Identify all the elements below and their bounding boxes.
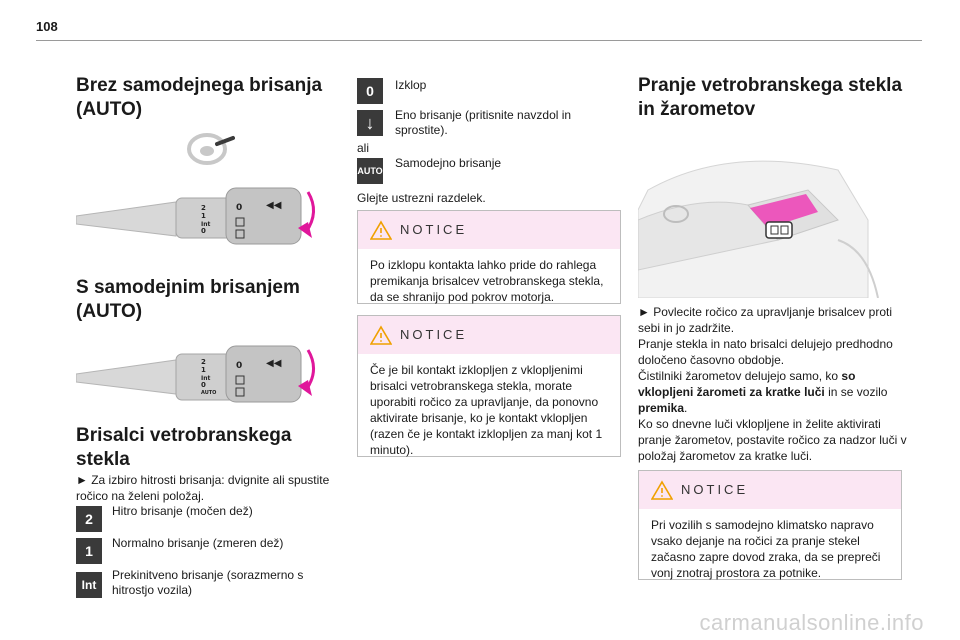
mode-icon-int: Int (76, 572, 102, 598)
see-section-text: Glejte ustrezni razdelek. (357, 191, 486, 205)
instruction-daytime-lights: Ko so dnevne luči vklopljene in želite aktivirati pranje žarometov, postavite ročico za nadzor luči v položaj žarometov za kratke luči. (638, 417, 907, 463)
mode-icon-1: 1 (76, 538, 102, 564)
heading-with-auto: S samodejnim brisanjem (AUTO) (76, 277, 300, 322)
instruction-headlamp-wash: Čistilniki žarometov delujejo samo, ko so vklopljeni žarometi za kratke luči in se vozilo premika. (638, 369, 888, 415)
notice-box-1 (357, 210, 621, 304)
auto-icon: AUTO (357, 158, 383, 184)
notice-text: Po izklopu kontakta lahko pride do rahlega premikanja brisalcev vetrobranskega stekla, da se shranijo pod pokrov motorja. (370, 258, 604, 304)
svg-text:2: 2 (201, 358, 206, 366)
wiper-stalk-illustration (76, 178, 326, 258)
notice-text: Če je bil kontakt izklopljen z vklopljenimi brisalci vetrobranskega stekla, morate uporabiti ročico za upravljanje, da ponovno aktivirate brisanje, ko je kontakt vklopljen (razen če je kontakt izklopljen za manj kot 1 minuto). (370, 363, 603, 457)
warning-icon (651, 480, 673, 500)
intro-text: ► Za izbiro hitrosti brisanja: dvignite ali spustite ročico na želeni položaj. (76, 473, 330, 503)
notice-text: Pri vozilih s samodejno klimatsko napravo vsako dejanje na ročici za pranje stekel začasno zapre dovod zraka, da se prepreči vonj znotraj prostora za potnike. (651, 518, 881, 580)
svg-text:Int: Int (201, 375, 211, 382)
notice-box-2 (357, 315, 621, 457)
notice-title: NOTICE (681, 482, 749, 497)
svg-text:◀◀: ◀◀ (266, 200, 282, 211)
mode-label-auto: Samodejno brisanje (395, 156, 502, 170)
mode-label-fast: Hitro brisanje (močen dež) (112, 504, 253, 518)
stalk-mark: 2 (201, 204, 206, 212)
svg-text:0: 0 (201, 381, 206, 389)
mode-icon-2: 2 (76, 506, 102, 532)
stalk-mark: Int (201, 221, 211, 228)
instruction-washing-period: Pranje stekla in nato brisalci delujejo predhodno določeno časovno obdobje. (638, 337, 893, 367)
or-text: ali (357, 141, 370, 155)
steering-wheel-icon (185, 130, 235, 166)
notice-box-3 (638, 470, 902, 580)
single-wipe-arrow-icon: ↓ (357, 110, 383, 136)
mode-label-intermittent: Prekinitveno brisanje (sorazmerno s hitrostjo vozila) (112, 568, 304, 597)
top-rule (36, 40, 922, 41)
mode-label-normal: Normalno brisanje (zmeren dež) (112, 536, 284, 550)
heading-wipers: Brisalci vetrobranskega stekla (76, 425, 292, 470)
svg-text:◀◀: ◀◀ (266, 358, 282, 369)
mode-label-single: Eno brisanje (pritisnite navzdol in sprostite). (395, 108, 572, 137)
mode-label-off: Izklop (395, 78, 427, 92)
instruction-pull-stalk: ► Povlecite ročico za upravljanje brisalcev proti sebi in jo zadržite. (638, 305, 892, 335)
stalk-mark: AUTO (201, 390, 217, 396)
wiper-stalk-auto-illustration (76, 336, 326, 416)
heading-washing: Pranje vetrobranskega stekla in žarometov (638, 75, 903, 120)
page-number: 108 (36, 19, 58, 34)
warning-icon (370, 220, 392, 240)
mode-icon-0: 0 (357, 78, 383, 104)
warning-icon (370, 325, 392, 345)
notice-title: NOTICE (400, 327, 468, 342)
stalk-mark: 1 (201, 212, 206, 220)
svg-text:0: 0 (236, 203, 243, 213)
watermark: carmanualsonline.info (699, 610, 924, 635)
stalk-mark: 0 (201, 227, 206, 235)
heading-no-auto: Brez samodejnega brisanja (AUTO) (76, 75, 323, 120)
svg-text:1: 1 (201, 366, 206, 374)
vehicle-front-illustration (638, 150, 900, 298)
svg-text:0: 0 (236, 361, 243, 371)
notice-title: NOTICE (400, 222, 468, 237)
